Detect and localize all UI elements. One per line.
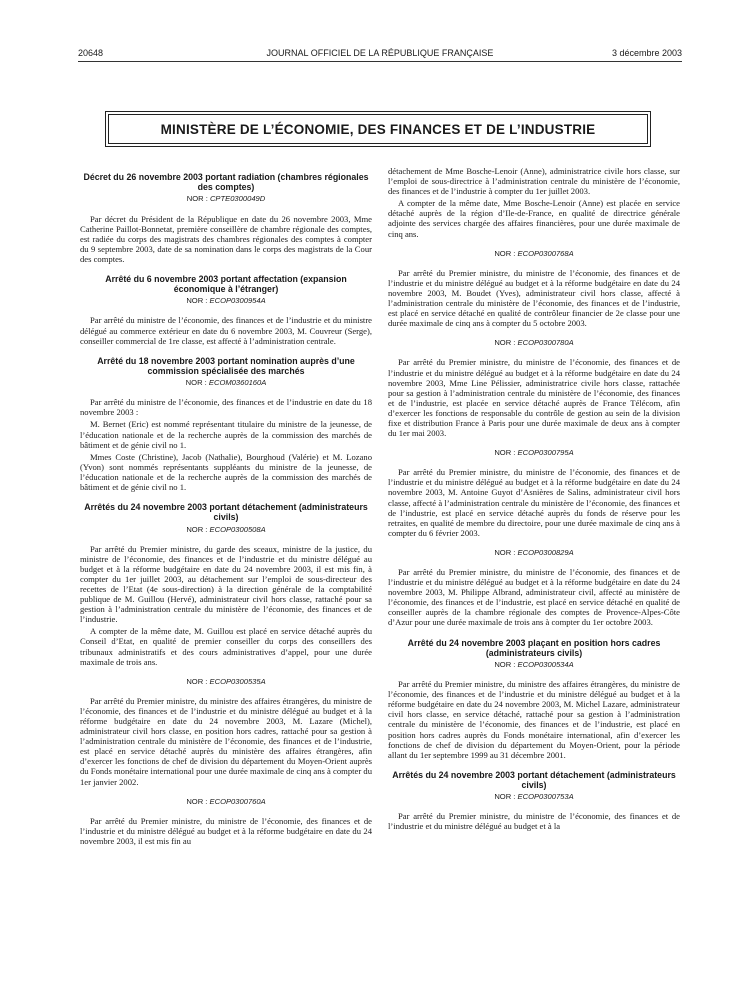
nor-reference <box>80 194 372 204</box>
nor-code: ECOP0300535A <box>209 676 266 686</box>
act-title: Arrêtés du 24 novembre 2003 portant détachement (administrateurs civils) <box>84 502 368 523</box>
act-title: Arrêté du 24 novembre 2003 plaçant en position hors cadres (administrateurs civils) <box>407 637 661 658</box>
act-title: Arrêté du 18 novembre 2003 portant nomination auprès d’une commission spécialisée des marchés <box>97 355 355 376</box>
act-section <box>388 770 680 832</box>
nor-code: CPTE0300049D <box>209 194 266 204</box>
running-header <box>78 48 682 62</box>
nor-code: ECOP0300768A <box>517 248 574 258</box>
act-paragraph: A compter de la même date, Mme Bosche-Lenoir (Anne) est placée en service détaché auprès de la région d’Ile-de-France, en qualité de directrice générale adjointe des services chargée des affaires financières, pour une durée maximale de cinq ans. <box>388 198 680 239</box>
nor-reference <box>80 378 372 388</box>
act-section <box>388 548 680 628</box>
nor-code: ECOP0300753A <box>517 792 574 802</box>
issue-date: 3 décembre 2003 <box>611 48 682 58</box>
act-section <box>388 448 680 538</box>
page-number: 20648 <box>78 48 104 58</box>
act-section <box>80 356 372 492</box>
nor-code: ECOP0300780A <box>517 338 574 348</box>
act-paragraph: Par arrêté du Premier ministre, du ministre de l’économie, des finances et de l’industrie et du ministre délégué au budget et à la réforme budgétaire en date du 24 novembre 2003, M. Antoine Guyot d’Asnières de Salins, administrateur civil hors classe, affecté à l’administration centrale du ministère de l’économie, des finances et de l’industrie, est placé en service détaché auprès du fonds de réserve pour les retraites, en qualité de membre du directoire, pour une durée maximale de cinq ans à compter du 6 février 2003. <box>388 467 680 538</box>
act-paragraph: Par arrêté du ministre de l’économie, des finances et de l’industrie en date du 18 novembre 2003 : <box>80 397 372 418</box>
nor-code: ECOP0300760A <box>209 796 266 806</box>
nor-label: NOR : <box>186 676 210 686</box>
act-section <box>388 166 680 239</box>
nor-reference <box>388 338 680 348</box>
nor-reference <box>80 797 372 807</box>
act-title: Arrêtés du 24 novembre 2003 portant détachement (administrateurs civils) <box>392 769 676 791</box>
act-paragraph: détachement de Mme Bosche-Lenoir (Anne), administratrice civile hors classe, sur l’emploi de sous-directrice à l’administration centrale du ministère de l’économie, des finances et de l’industrie à compter du 1er juillet 2003. <box>388 166 680 197</box>
right-column <box>388 166 680 978</box>
act-paragraph: A compter de la même date, M. Guillou est placé en service détaché auprès du Conseil d’Etat, en qualité de premier conseiller du corps des conseillers des tribunaux administratifs et des cours administratives d’appel, pour une durée maximale de trois ans. <box>80 626 372 667</box>
act-paragraph: Par arrêté du Premier ministre, du ministre des affaires étrangères, du ministre de l’économie, des finances et de l’industrie et du ministre délégué au budget et à la réforme budgétaire en date du 24 novembre 2003, M. Lazare (Michel), administrateur civil hors classe, en position hors cadres, rattaché pour sa gestion à l’administration centrale du ministère de l’économie, des finances et de l’industrie, est placé en service détaché auprès du ministère des affaires étrangères, afin d’exercer les fonctions de chef de division du département du Moyen-Orient auprès du Fonds monétaire international pour une durée maximale de cinq ans à compter du 1er janvier 2002. <box>80 695 372 787</box>
nor-reference <box>388 249 680 259</box>
header-rule <box>78 61 682 62</box>
act-paragraph: Par arrêté du Premier ministre, du ministre de l’économie, des finances et de l’industrie et du ministre délégué au budget et à la réforme budgétaire en date du 24 novembre 2003, Mme Line Pélissier, administratrice civile hors classe, rattachée pour sa gestion à l’administration centrale du ministère de l’économie, des finances et de l’industrie, est placée en service détaché auprès de France Télécom, afin d’exercer les fonctions de responsable du contrôle de gestion au sein de la division fixe et distribution France à Paris pour une durée maximale de deux ans à compter du 1er mai 2003. <box>388 357 680 439</box>
nor-label: NOR : <box>494 659 518 669</box>
nor-label: NOR : <box>186 524 210 534</box>
nor-reference <box>80 677 372 687</box>
nor-label: NOR : <box>494 547 518 557</box>
nor-reference <box>80 296 372 306</box>
nor-label: NOR : <box>186 296 210 306</box>
act-section <box>388 338 680 438</box>
nor-code: ECOM0360160A <box>208 378 267 388</box>
act-paragraph: Par décret du Président de la République en date du 26 novembre 2003, Mme Catherine Paillot-Bonnetat, première conseillère de chambre régionale des comptes, est radiée du corps des magistrats des chambres régionales des comptes à compter du 9 septembre 2003, date de sa nomination dans le corps des magistrats de la Cour des comptes. <box>80 213 372 264</box>
nor-label: NOR : <box>494 448 518 458</box>
nor-code: ECOP0300795A <box>517 448 574 458</box>
nor-code: ECOP0300954A <box>209 296 266 306</box>
act-paragraph: Par arrêté du Premier ministre, du ministre de l’économie, des finances et de l’industrie et du ministre délégué au budget et à la réforme budgétaire en date du 24 novembre 2003, il est mis fin au <box>80 815 372 846</box>
ministry-title: MINISTÈRE DE L’ÉCONOMIE, DES FINANCES ET DE L’INDUSTRIE <box>108 114 648 144</box>
nor-code: ECOP0300508A <box>209 524 266 534</box>
act-section <box>80 172 372 264</box>
act-paragraph: Mmes Coste (Christine), Jacob (Nathalie), Bourghoud (Valérie) et M. Lozano (Yvon) sont nommés représentants suppléants du ministre de la jeunesse, de l’éducation nationale et de la recherche auprès de la commission des marchés de bâtiment et de génie civil no 1. <box>80 451 372 492</box>
journal-title: JOURNAL OFFICIEL DE LA RÉPUBLIQUE FRANÇAISE <box>266 48 494 58</box>
nor-reference <box>388 660 680 670</box>
nor-code: ECOP0300829A <box>517 547 574 557</box>
nor-reference <box>80 525 372 535</box>
nor-label: NOR : <box>494 338 518 348</box>
act-title: Décret du 26 novembre 2003 portant radiation (chambres régionales des comptes) <box>83 172 369 193</box>
act-paragraph: Par arrêté du Premier ministre, du ministre des affaires étrangères, du ministre de l’économie, des finances et de l’industrie et du ministre délégué au budget et à la réforme budgétaire en date du 24 novembre 2003, M. Michel Lazare, administrateur civil hors classe, en service détaché, rattaché pour sa gestion à l’administration centrale du ministère de l’économie, des finances et de l’industrie, est placé en position hors cadres auprès du Fonds monétaire international, afin d’exercer les fonctions de chef de division du département du Moyen-Orient, pour la période allant du 1er septembre 1999 au 31 décembre 2001. <box>388 679 680 760</box>
nor-reference <box>388 448 680 458</box>
act-section <box>388 249 680 329</box>
nor-reference <box>388 548 680 558</box>
act-section <box>80 274 372 346</box>
act-section <box>80 502 372 667</box>
act-paragraph: Par arrêté du Premier ministre, du ministre de l’économie, des finances et de l’industrie et du ministre délégué au budget et à la réforme budgétaire en date du 24 novembre 2003, M. Philippe Albrand, administrateur civil, affecté au ministère de l’économie, des finances et de l’industrie, est placé en service détaché en qualité de conseiller auprès de la chambre régionale des comptes de Provence-Alpes-Côte d’Azur pour une durée maximale de trois ans à compter du 1er octobre 2003. <box>388 567 680 628</box>
act-paragraph: Par arrêté du ministre de l’économie, des finances et de l’industrie et du ministre délégué au commerce extérieur en date du 6 novembre 2003, M. Couvreur (Serge), conseiller commercial de 1re classe, est affecté à l’administration centrale. <box>80 315 372 346</box>
nor-label: NOR : <box>494 792 518 802</box>
act-paragraph: Par arrêté du Premier ministre, du ministre de l’économie, des finances et de l’industrie et du ministre délégué au budget et à la réforme budgétaire en date du 24 novembre 2003, M. Boudet (Yves), administrateur civil hors classe, affecté à l’administration centrale du ministère de l’économie, des finances et de l’industrie, est placé en service détaché en qualité de contrôleur financier de 2e classe pour une durée maximale de cinq ans à compter du 5 octobre 2003. <box>388 267 680 329</box>
act-paragraph: Par arrêté du Premier ministre, du garde des sceaux, ministre de la justice, du ministre de l’économie, des finances et de l’industrie et du ministre délégué au budget et à la réforme budgétaire en date du 24 novembre 2003, il est mis fin, à compter du 1er juillet 2003, au détachement sur l’emploi de sous-directeur des recettes de l’Etat (4e sous-direction) à la direction générale de la comptabilité publique de M. Guillou (Hervé), administrateur civil hors classe, rattaché pour sa gestion à l’administration centrale du ministère de l’économie, des finances et de l’industrie. <box>80 543 372 625</box>
nor-label: NOR : <box>494 248 518 258</box>
act-section <box>388 638 680 760</box>
act-paragraph: M. Bernet (Eric) est nommé représentant titulaire du ministre de la jeunesse, de l’éducation nationale et de la recherche auprès de la commission des marchés de bâtiment et de génie civil no 1. <box>80 419 372 450</box>
nor-reference <box>388 792 680 802</box>
act-section <box>80 677 372 787</box>
act-section <box>80 797 372 846</box>
act-title: Arrêté du 6 novembre 2003 portant affectation (expansion économique à l’étranger) <box>105 273 347 295</box>
left-column <box>80 172 372 984</box>
nor-code: ECOP0300534A <box>517 659 574 669</box>
nor-label: NOR : <box>186 194 210 204</box>
act-paragraph: Par arrêté du Premier ministre, du ministre de l’économie, des finances et de l’industrie et du ministre délégué au budget et à la <box>388 811 680 832</box>
nor-label: NOR : <box>186 796 210 806</box>
nor-label: NOR : <box>185 378 209 388</box>
